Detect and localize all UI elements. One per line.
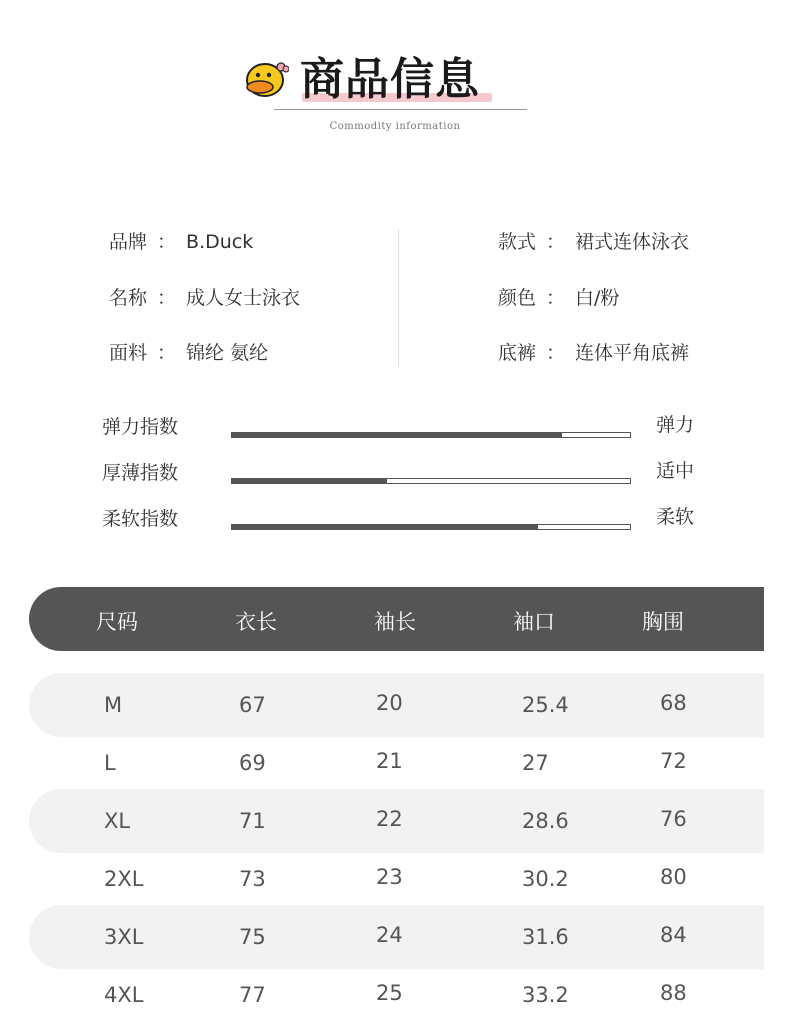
column-header-bust: 胸围 [642,610,684,634]
info-label: 颜色 [498,287,537,309]
index-value: 柔软 [656,506,695,528]
column-header-length: 衣长 [235,610,277,634]
info-value: 裙式连体泳衣 [575,231,690,253]
table-row [29,673,764,737]
info-label: 款式 [498,231,537,253]
index-fill [232,479,387,483]
table-row [29,731,764,795]
info-colon: ： [546,342,566,364]
cell-bust: 76 [660,807,687,831]
cell-bust: 88 [660,981,687,1005]
info-value: 白/粉 [575,287,620,309]
cell-bust: 68 [660,691,687,715]
table-row [29,847,764,911]
info-item-style [498,227,689,254]
cell-cuff: 30.2 [522,867,569,891]
column-header-size: 尺码 [96,610,138,634]
column-header-sleeve-length: 袖长 [374,610,416,634]
cell-size: 2XL [104,867,144,891]
index-label: 厚薄指数 [102,462,179,484]
index-fill [232,433,562,437]
info-colon: ： [157,231,177,253]
index-bar [231,432,631,438]
index-label: 弹力指数 [102,416,179,438]
page-subtitle: Commodity information [329,121,461,132]
info-label: 面料 [109,342,148,364]
cell-length: 71 [239,809,266,833]
cell-length: 69 [239,751,266,775]
cell-bust: 80 [660,865,687,889]
info-item-color [498,283,619,310]
table-header [29,587,764,651]
cell-length: 77 [239,983,266,1007]
table-row [29,963,764,1027]
info-label: 底裤 [498,342,537,364]
info-colon: ： [546,231,566,253]
cell-bust: 84 [660,923,687,947]
cell-size: 4XL [104,983,144,1007]
product-info [0,224,790,369]
index-bar [231,524,631,530]
index-fill [232,525,538,529]
cell-sleeve-length: 23 [376,865,403,889]
info-item-fabric [109,338,268,365]
index-elasticity [0,412,790,452]
info-colon: ： [157,342,177,364]
cell-size: L [104,751,116,775]
cell-sleeve-length: 22 [376,807,403,831]
table-row [29,789,764,853]
cell-cuff: 25.4 [522,693,569,717]
cell-cuff: 28.6 [522,809,569,833]
cell-size: M [104,693,123,717]
info-item-bottom [498,338,689,365]
column-header-cuff: 袖口 [513,610,555,634]
index-value: 适中 [656,460,695,482]
cell-cuff: 31.6 [522,925,569,949]
cell-length: 67 [239,693,266,717]
title-divider [274,109,527,110]
page-header [0,0,790,150]
info-item-name [109,283,300,310]
page-title: 商品信息 [300,54,480,105]
cell-size: XL [104,809,131,833]
index-value: 弹力 [656,414,695,436]
cell-bust: 72 [660,749,687,773]
info-colon: ： [546,287,566,309]
info-value: 连体平角底裤 [575,342,690,364]
info-value: B.Duck [186,231,254,253]
cell-sleeve-length: 24 [376,923,403,947]
cell-cuff: 27 [522,751,549,775]
info-label: 品牌 [109,231,148,253]
info-divider [398,229,399,367]
index-thickness [0,458,790,498]
cell-size: 3XL [104,925,144,949]
cell-sleeve-length: 21 [376,749,403,773]
info-value: 成人女士泳衣 [186,287,301,309]
cell-length: 73 [239,867,266,891]
duck-icon [245,58,289,98]
index-bar [231,478,631,484]
cell-cuff: 33.2 [522,983,569,1007]
index-label: 柔软指数 [102,508,179,530]
index-softness [0,504,790,544]
cell-sleeve-length: 25 [376,981,403,1005]
info-value: 锦纶 氨纶 [186,342,269,364]
info-colon: ： [157,287,177,309]
cell-length: 75 [239,925,266,949]
table-row [29,905,764,969]
info-item-brand [109,227,253,254]
info-label: 名称 [109,287,148,309]
cell-sleeve-length: 20 [376,691,403,715]
